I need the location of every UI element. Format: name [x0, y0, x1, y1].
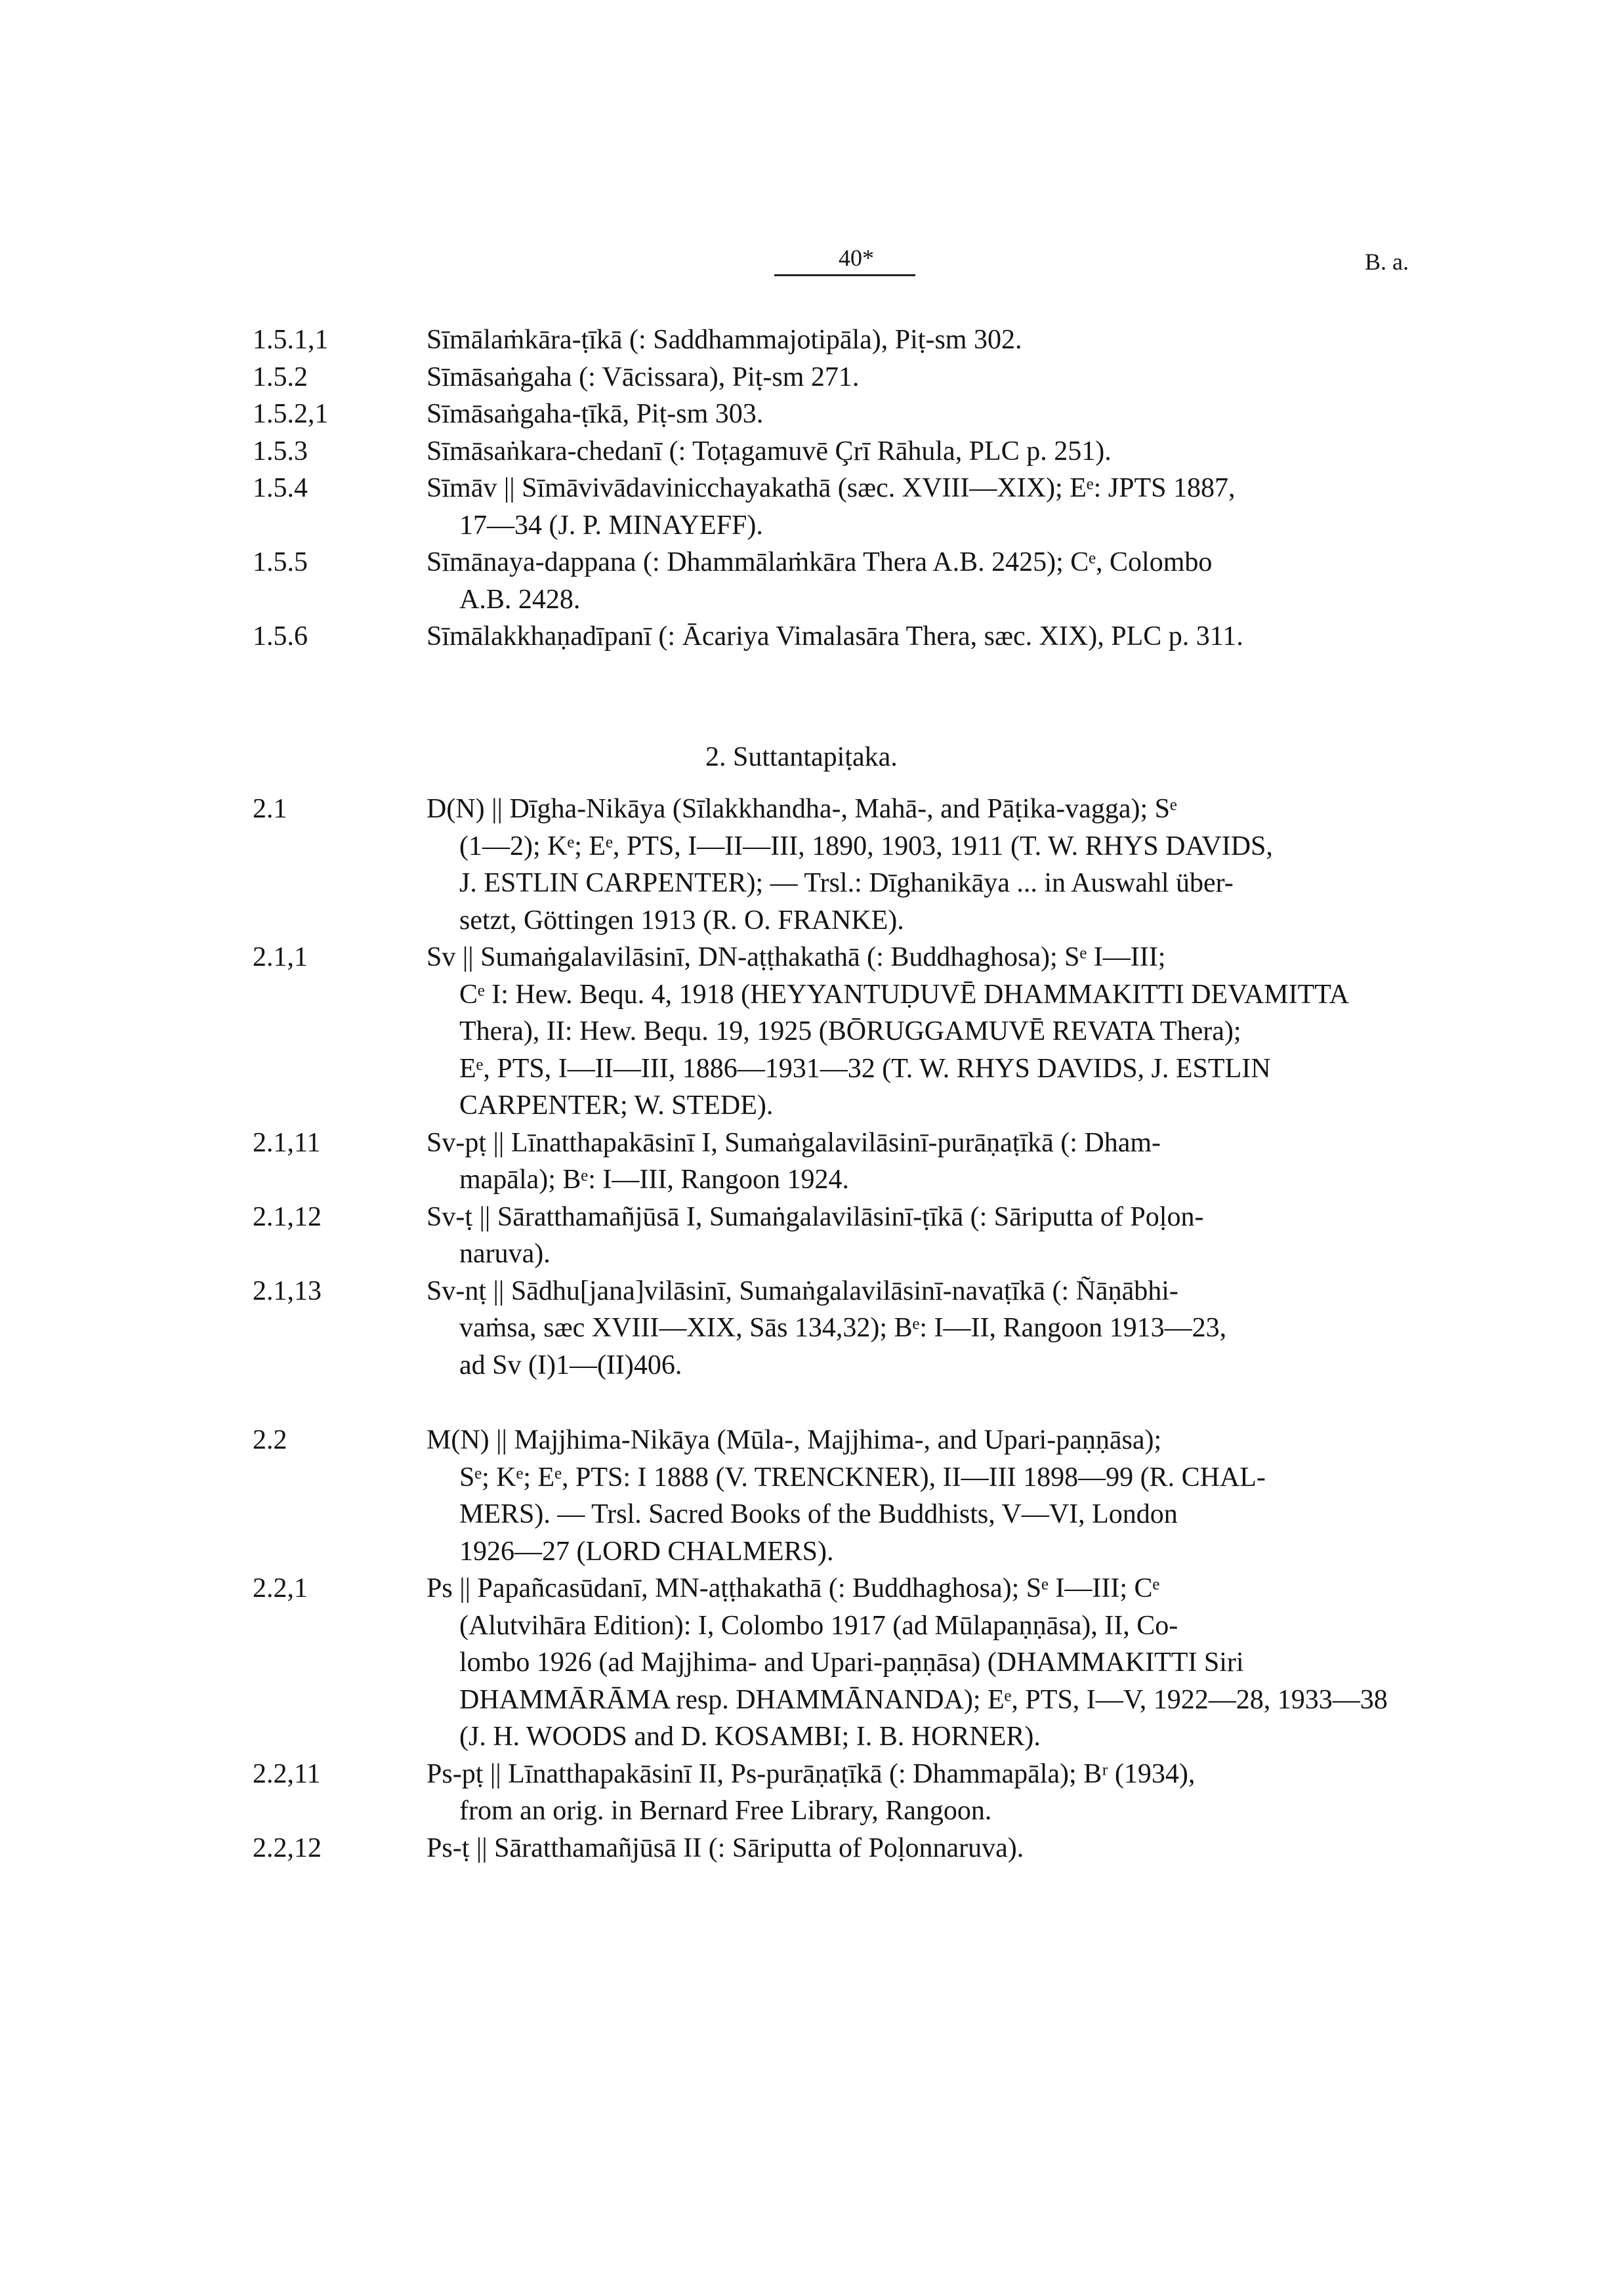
page-number: 40* — [839, 245, 874, 271]
entry-line: setzt, Göttingen 1913 (R. O. FRANKE). — [459, 905, 904, 936]
entry-line: from an orig. in Bernard Free Library, Rangoon. — [459, 1796, 992, 1826]
entry-line: Sīmāsaṅgaha-ṭīkā, Piṭ-sm 303. — [427, 399, 764, 429]
entry-line: naruva). — [459, 1239, 551, 1269]
entry-number: 2.1,13 — [253, 1275, 322, 1306]
entry-text — [427, 433, 1419, 470]
entry-line: lombo 1926 (ad Majjhima- and Upari-paṇṇāsa) (DHAMMAKITTI Siri — [459, 1647, 1244, 1678]
entry-text — [427, 1273, 1419, 1384]
entry-line: mapāla); Bᵉ: I—III, Rangoon 1924. — [459, 1165, 849, 1195]
entry-line: D(N) || Dīgha-Nikāya (Sīlakkhandha-, Mahā-, and Pāṭika-vagga); Sᵉ — [427, 794, 1177, 824]
entry-number: 1.5.6 — [253, 621, 308, 651]
entry-number: 2.1,11 — [253, 1127, 321, 1158]
entry-line: A.B. 2428. — [459, 584, 581, 615]
entry-line: (J. H. WOODS and D. KOSAMBI; I. B. HORNER). — [459, 1722, 1041, 1752]
entry-line: J. ESTLIN CARPENTER); — Trsl.: Dīghanikāya ... in Auswahl über- — [459, 868, 1234, 898]
entry-line: Cᵉ I: Hew. Bequ. 4, 1918 (HEYYANTUḌUVĒ DHAMMAKITTI DEVAMITTA — [459, 979, 1349, 1010]
entry-line: M(N) || Majjhima-Nikāya (Mūla-, Majjhima-, and Upari-paṇṇāsa); — [427, 1425, 1162, 1455]
entry-text — [427, 618, 1419, 655]
entry-text — [427, 1199, 1419, 1273]
entry-line: Sīmālaṁkāra-ṭīkā (: Saddhammajotipāla), Piṭ-sm 302. — [427, 325, 1022, 355]
entry-line: MERS). — Trsl. Sacred Books of the Buddhists, V—VI, London — [459, 1499, 1178, 1529]
entry-number: 2.2 — [253, 1425, 287, 1455]
entry-number: 2.1 — [253, 794, 287, 824]
entry-text — [427, 1830, 1419, 1867]
entry-text — [427, 359, 1419, 396]
entry-line: Ps-ṭ || Sāratthamañjūsā II (: Sāriputta of Poḷonnaruva). — [427, 1832, 1024, 1863]
entry-line: Sīmāsaṅkara-chedanī (: Toṭagamuvē Çrī Rāhula, PLC p. 251). — [427, 436, 1112, 466]
entry-text — [427, 1756, 1419, 1830]
entry-number: 1.5.1,1 — [253, 325, 329, 355]
entry-text — [427, 1125, 1419, 1199]
entry-line: Sv-ṭ || Sāratthamañjūsā I, Sumaṅgalavilāsinī-ṭīkā (: Sāriputta of Poḷon- — [427, 1201, 1204, 1232]
entry-line: Sᵉ; Kᵉ; Eᵉ, PTS: I 1888 (V. TRENCKNER), II—III 1898—99 (R. CHAL- — [459, 1462, 1266, 1493]
entry-line: Ps-pṭ || Līnatthapakāsinī II, Ps-purāṇaṭīkā (: Dhammapāla); Bʳ (1934), — [427, 1758, 1196, 1789]
section-mark: B. a. — [1365, 249, 1409, 275]
entry-number: 1.5.2 — [253, 362, 308, 392]
entry-line: Sīmālakkhaṇadīpanī (: Ācariya Vimalasāra Thera, sæc. XIX), PLC p. 311. — [427, 621, 1243, 651]
entry-text — [427, 1422, 1419, 1570]
entry-text — [427, 791, 1419, 939]
entry-line: (1—2); Kᵉ; Eᵉ, PTS, I—II—III, 1890, 1903, 1911 (T. W. RHYS DAVIDS, — [459, 831, 1273, 861]
entry-number: 2.1,1 — [253, 942, 308, 972]
entry-text — [427, 321, 1419, 359]
entry-line: ad Sv (I)1—(II)406. — [459, 1350, 682, 1380]
entry-number: 2.2,11 — [253, 1758, 321, 1789]
entry-line: Eᵉ, PTS, I—II—III, 1886—1931—32 (T. W. RHYS DAVIDS, J. ESTLIN — [459, 1053, 1271, 1084]
entry-line: Sv || Sumaṅgalavilāsinī, DN-aṭṭhakathā (: Buddhaghosa); Sᵉ I—III; — [427, 942, 1166, 972]
entry-number: 2.1,12 — [253, 1201, 322, 1232]
entry-line: Sīmāsaṅgaha (: Vācissara), Piṭ-sm 271. — [427, 362, 860, 392]
entry-number: 1.5.3 — [253, 436, 308, 466]
entry-line: Sīmānaya-dappana (: Dhammālaṁkāra Thera A.B. 2425); Cᵉ, Colombo — [427, 547, 1213, 577]
entry-line: vaṁsa, sæc XVIII—XIX, Sās 134,32); Bᵉ: I—II, Rangoon 1913—23, — [459, 1313, 1227, 1343]
entry-line: 1926—27 (LORD CHALMERS). — [459, 1536, 834, 1567]
entry-line: Sv-pṭ || Līnatthapakāsinī I, Sumaṅgalavilāsinī-purāṇaṭīkā (: Dham- — [427, 1127, 1161, 1158]
entry-number: 1.5.5 — [253, 547, 308, 577]
entry-number: 2.2,1 — [253, 1573, 308, 1603]
entry-text — [427, 1570, 1419, 1756]
entry-line: (Alutvihāra Edition): I, Colombo 1917 (ad Mūlapaṇṇāsa), II, Co- — [459, 1610, 1178, 1641]
entry-line: Sv-nṭ || Sādhu[jana]vilāsinī, Sumaṅgalavilāsinī-navaṭīkā (: Ñāṇābhi- — [427, 1275, 1178, 1306]
entry-text — [427, 470, 1419, 544]
entry-line: CARPENTER; W. STEDE). — [459, 1090, 774, 1121]
entry-text — [427, 396, 1419, 433]
entry-number: 2.2,12 — [253, 1832, 322, 1863]
entry-text — [427, 939, 1419, 1125]
entry-number: 1.5.4 — [253, 473, 308, 503]
section-heading: 2. Suttantapiṭaka. — [705, 742, 898, 772]
page-number-rule — [774, 274, 915, 276]
entry-text — [427, 544, 1419, 618]
entry-number: 1.5.2,1 — [253, 399, 329, 429]
entry-line: Ps || Papañcasūdanī, MN-aṭṭhakathā (: Buddhaghosa); Sᵉ I—III; Cᵉ — [427, 1573, 1160, 1603]
entry-line: 17—34 (J. P. MINAYEFF). — [459, 510, 763, 541]
entry-line: Sīmāv || Sīmāvivādavinicchayakathā (sæc. XVIII—XIX); Eᵉ: JPTS 1887, — [427, 473, 1236, 503]
entry-line: DHAMMĀRĀMA resp. DHAMMĀNANDA); Eᵉ, PTS, I—V, 1922—28, 1933—38 — [459, 1684, 1388, 1715]
entry-line: Thera), II: Hew. Bequ. 19, 1925 (BŌRUGGAMUVĒ REVATA Thera); — [459, 1016, 1241, 1046]
